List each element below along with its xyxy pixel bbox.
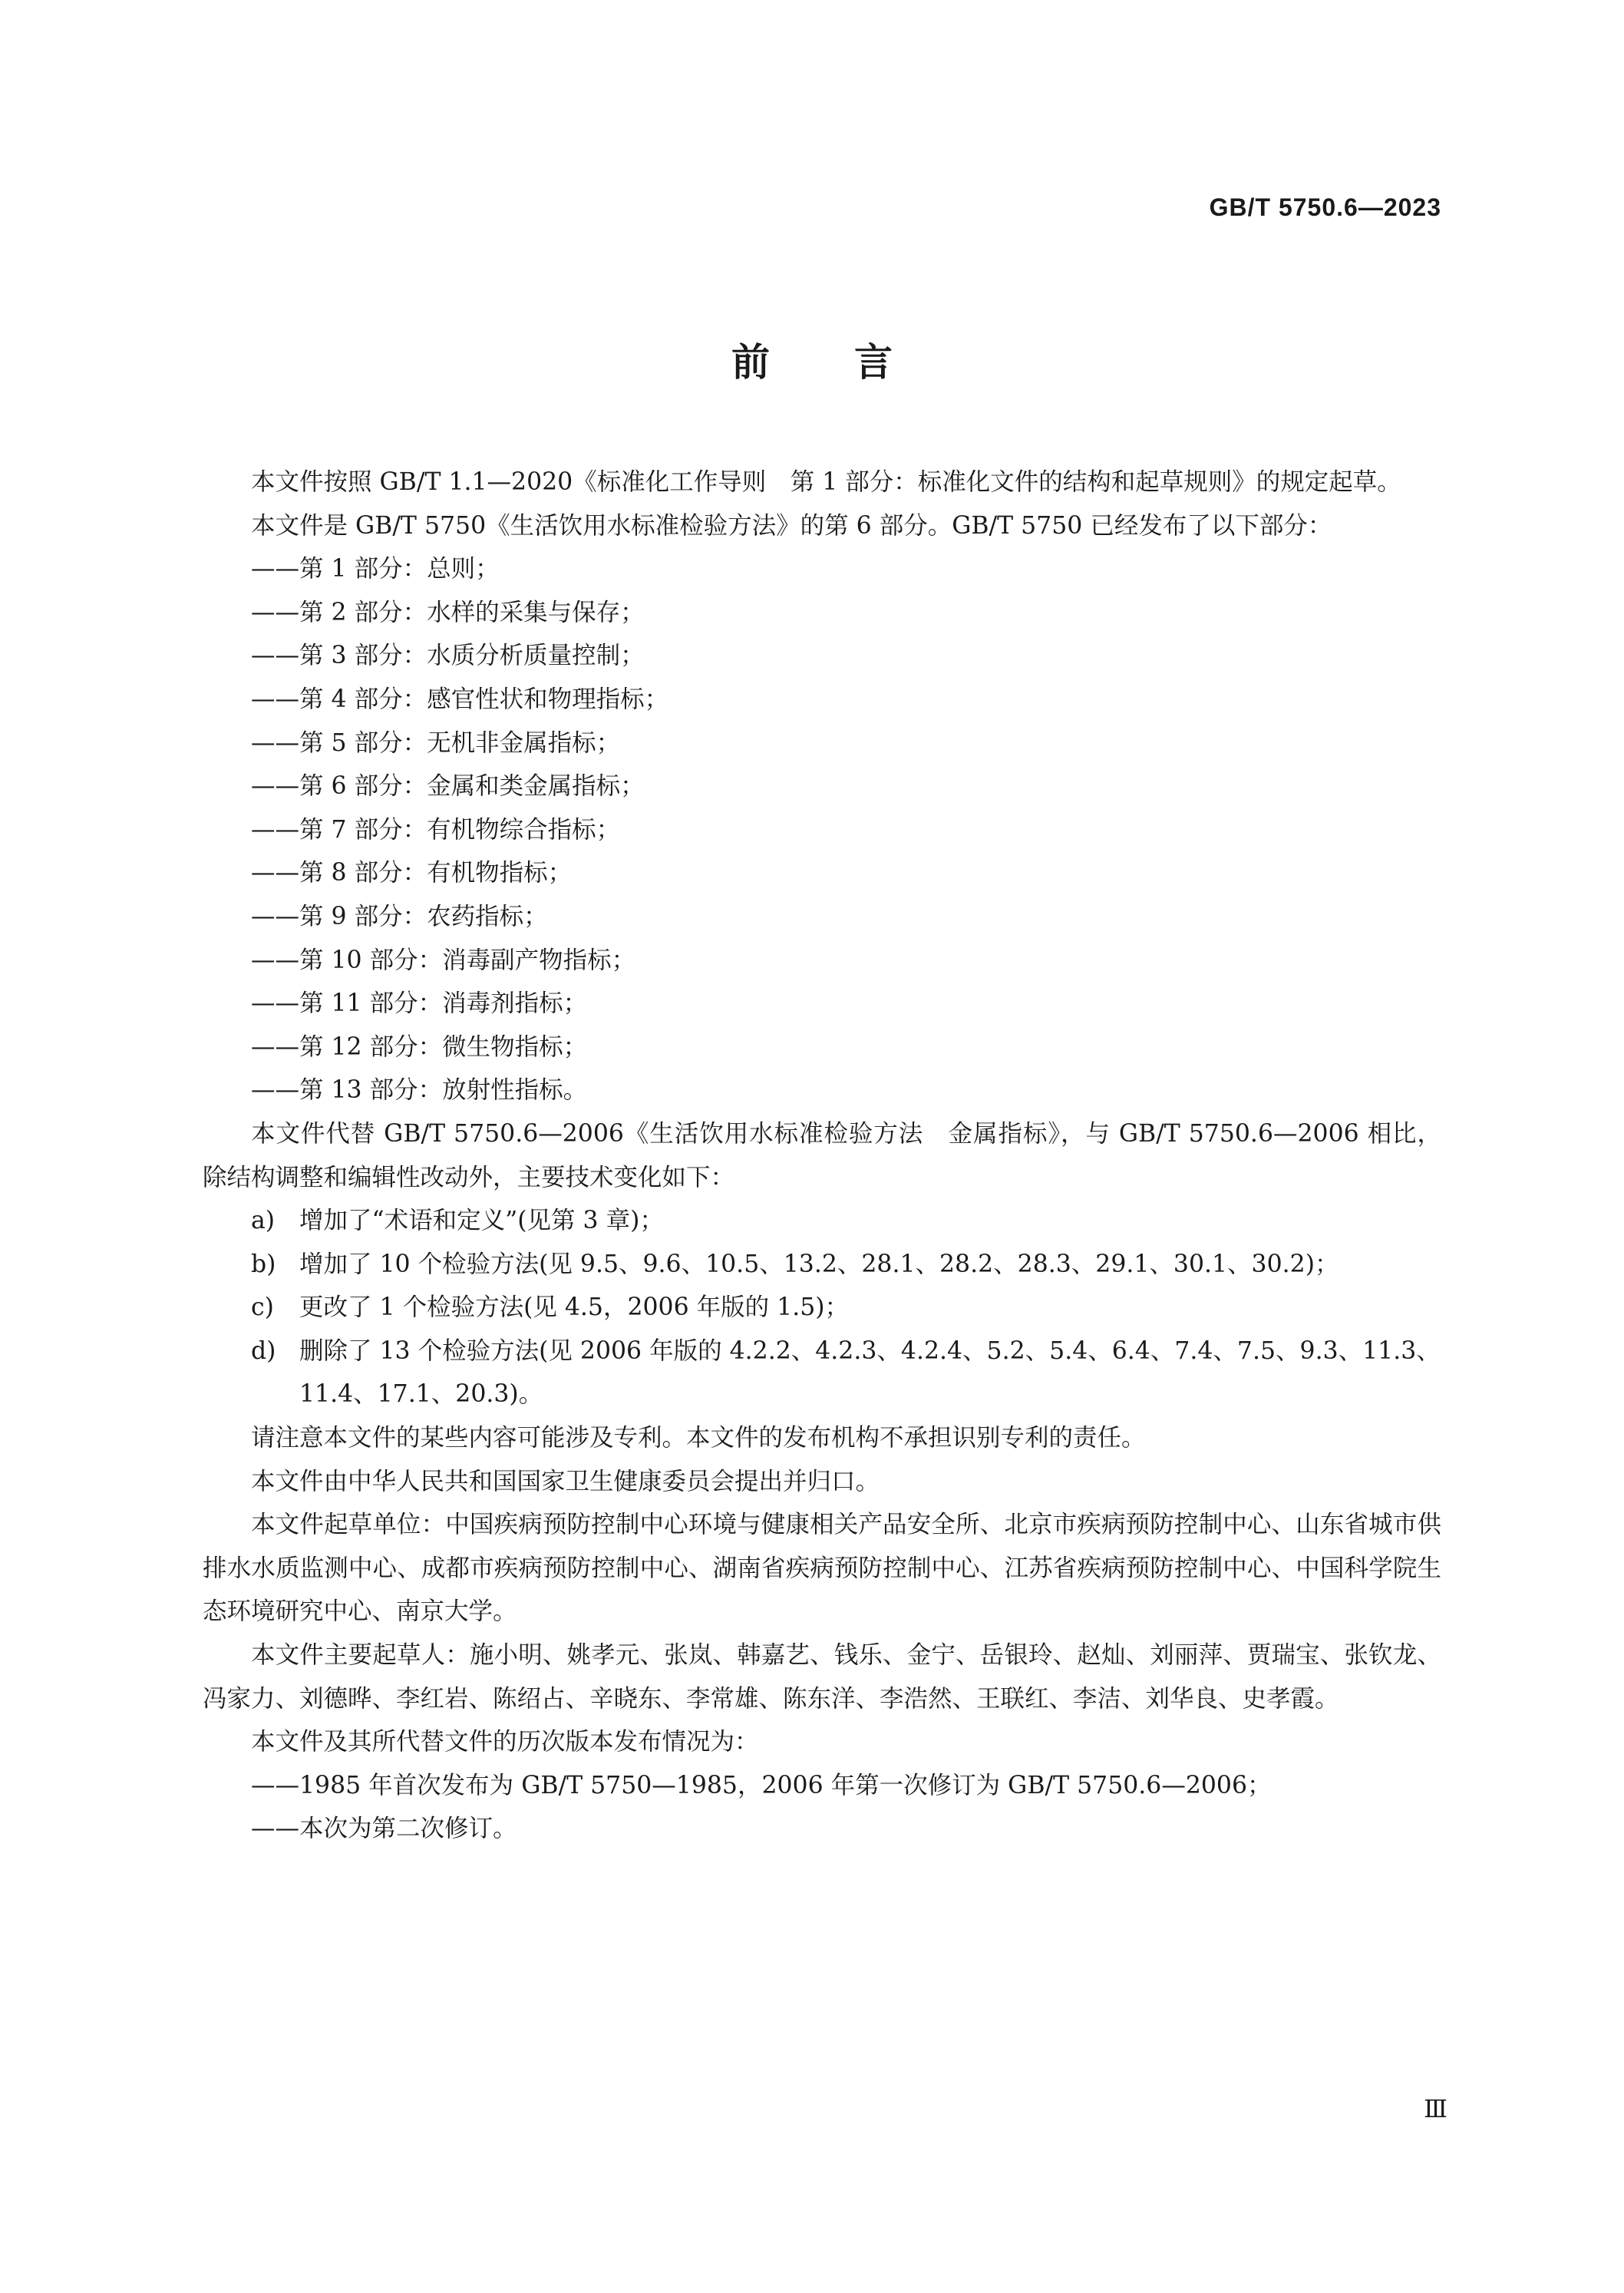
change-item-text: 增加了“术语和定义”(见第 3 章)； [299,1207,664,1235]
change-item [203,1199,1441,1243]
paragraph-drafters: 本文件主要起草人：施小明、姚孝元、张岚、韩嘉艺、钱乐、金宁、岳银玲、赵灿、刘丽萍、贾瑞宝、张钦龙、冯家力、刘德晔、李红岩、陈绍占、辛晓东、李常雄、陈东洋、李浩然、王联红、李洁、刘华良、史孝霞。 [203,1641,1441,1713]
list-item: ——第 7 部分：有机物综合指标； [251,815,621,844]
change-item [203,1286,1441,1330]
change-item [203,1243,1441,1287]
change-item-tag: b) [251,1250,276,1278]
document-body [203,461,1441,1851]
change-item-tag: d) [251,1336,276,1365]
list-item: ——第 1 部分：总则； [251,555,500,583]
change-item [203,1330,1441,1416]
list-item: ——第 3 部分：水质分析质量控制； [251,642,645,670]
list-item: ——第 10 部分：消毒副产物指标； [251,946,636,974]
change-item-text: 更改了 1 个检验方法(见 4.5，2006 年版的 1.5)； [299,1294,850,1322]
list-item: ——第 11 部分：消毒剂指标； [251,990,588,1018]
list-item: ——1985 年首次发布为 GB/T 5750—1985，2006 年第一次修订为 GB/T 5750.6—2006； [251,1771,1272,1799]
page-title: 前言 [731,340,977,385]
paragraph-history-intro: 本文件及其所代替文件的历次版本发布情况为： [251,1728,759,1756]
list-item: ——第 6 部分：金属和类金属指标； [251,772,645,801]
list-item: ——第 13 部分：放射性指标。 [251,1076,588,1105]
list-item: ——第 2 部分：水样的采集与保存； [251,598,645,626]
list-item: ——第 9 部分：农药指标； [251,902,548,930]
parts-list [203,547,1441,1112]
list-item: ——第 4 部分：感官性状和物理指标； [251,685,669,713]
page-number: Ⅲ [1424,2094,1447,2123]
list-item: ——第 12 部分：微生物指标； [251,1033,588,1061]
list-item: ——第 5 部分：无机非金属指标； [251,729,621,757]
list-item: ——本次为第二次修订。 [251,1815,517,1843]
paragraph-series-intro: 本文件是 GB/T 5750《生活饮用水标准检验方法》的第 6 部分。GB/T 5750 已经发布了以下部分： [251,511,1332,540]
standard-code-header: GB/T 5750.6—2023 [1209,193,1441,221]
paragraph-proposer: 本文件由中华人民共和国国家卫生健康委员会提出并归口。 [251,1467,880,1495]
paragraph-drafting-units: 本文件起草单位：中国疾病预防控制中心环境与健康相关产品安全所、北京市疾病预防控制中心、山东省城市供排水水质监测中心、成都市疾病预防控制中心、湖南省疾病预防控制中心、江苏省疾病预防控制中心、中国科学院生态环境研究中心、南京大学。 [203,1511,1441,1626]
changes-list [203,1199,1441,1416]
paragraph-patent-notice: 请注意本文件的某些内容可能涉及专利。本文件的发布机构不承担识别专利的责任。 [251,1424,1146,1452]
change-item-tag: c) [251,1294,274,1322]
paragraph-replacement: 本文件代替 GB/T 5750.6—2006《生活饮用水标准检验方法 金属指标》，与 GB/T 5750.6—2006 相比，除结构调整和编辑性改动外，主要技术变化如下： [203,1119,1441,1191]
list-item: ——第 8 部分：有机物指标； [251,859,573,887]
change-item-text: 删除了 13 个检验方法(见 2006 年版的 4.2.2、4.2.3、4.2.4、5.2、5.4、6.4、7.4、7.5、9.3、11.3、11.4、17.1、20.3)。 [299,1336,1441,1409]
history-list [203,1764,1441,1851]
paragraph-drafting-rules: 本文件按照 GB/T 1.1—2020《标准化工作导则 第 1 部分：标准化文件的结构和起草规则》的规定起草。 [251,468,1401,496]
change-item-text: 增加了 10 个检验方法(见 9.5、9.6、10.5、13.2、28.1、28.2、28.3、29.1、30.1、30.2)； [299,1250,1339,1278]
change-item-tag: a) [251,1207,276,1235]
